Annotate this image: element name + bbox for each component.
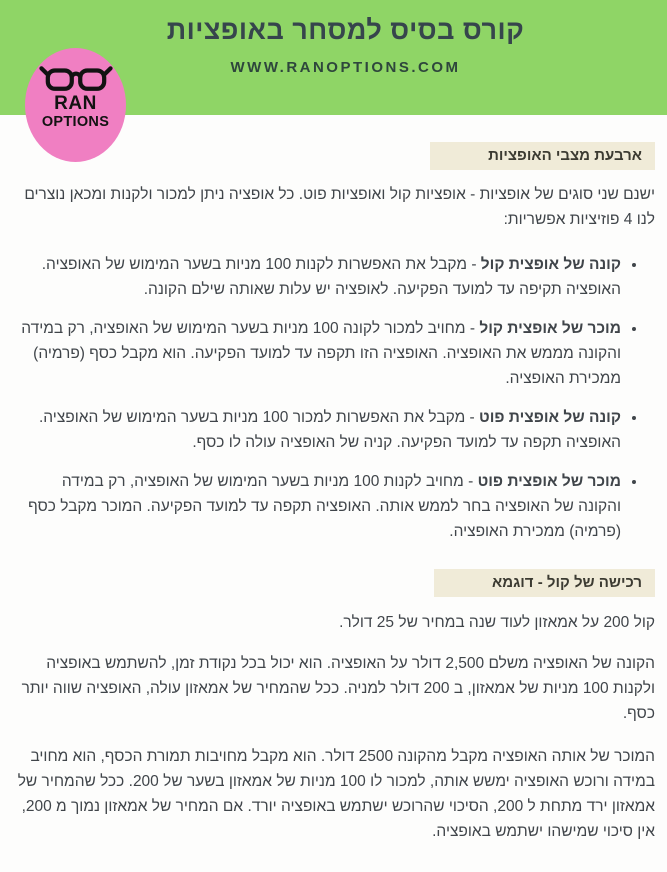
bullet-text: - מחויב לקנות 100 מניות בשער המימוש של האופציה, רק במידה והקונה של האופציה בחר לממש אותה. האופציה תקפה עד למועד הפקיעה. המוכר מקבל כסף (פרמיה) ממכירת האופציה. xyxy=(28,473,621,540)
page-title: קורס בסיס למסחר באופציות xyxy=(166,15,525,45)
logo-text-ran: RAN xyxy=(54,93,97,114)
bullet-item-put-seller xyxy=(16,469,621,544)
bullet-lead: קונה של אופצית פוט xyxy=(479,409,621,426)
logo-badge xyxy=(25,48,126,162)
bullet-lead: מוכר של אופצית קול xyxy=(479,320,621,337)
bullet-text: - מחויב למכור לקונה 100 מניות בשער המימוש של האופציה, רק במידה והקונה מממש את האופציה. האופציה הזו תקפה עד למועד הפקיעה. הוא מקבל כסף (פרמיה) ממכירת האופציה. xyxy=(21,320,621,387)
content-area xyxy=(0,142,667,844)
intro-paragraph: ישנם שני סוגים של אופציות - אופציות קול ואופציות פוט. כל אופציה ניתן למכור ולקנות ומכאן נוצרים לנו 4 פוזיציות אפשריות: xyxy=(24,186,655,228)
bullet-lead: מוכר של אופצית פוט xyxy=(477,473,621,490)
bullet-item-call-buyer xyxy=(16,252,621,302)
paragraph-example-intro: קול 200 על אמאזון לעוד שנה במחיר של 25 דולר. xyxy=(339,614,655,631)
logo-text-options: OPTIONS xyxy=(41,113,110,130)
bullet-item-call-seller xyxy=(16,316,621,391)
bullet-lead: קונה של אופצית קול xyxy=(480,256,621,273)
website-url: WWW.RANOPTIONS.COM xyxy=(230,59,461,76)
section-heading-row xyxy=(16,569,655,597)
bullet-item-put-buyer xyxy=(16,405,621,455)
bullet-list xyxy=(16,252,655,544)
glasses-icon xyxy=(39,62,113,93)
paragraph-seller-example: המוכר של אותה האופציה מקבל מהקונה 2500 דולר. הוא מקבל מחויבות תמורת הכסף, הוא מחויב במידה ורוכש האופציה ימשש אותה, למכור לו 100 מניות של אמאזון בשער של 200. ככל שהמחיר של אמאזון ירד מתחת ל 200, הסיכוי שהרוכש ישתמש באופציה יורד. אם המחיר של אמאזון נמוך מ 200, אין סיכוי שמישהו ישתמש באופציה. xyxy=(17,748,655,840)
bullet-text: - מקבל את האפשרות למכור 100 מניות בשער המימוש של האופציה. האופציה תקפה עד למועד הפקיעה. קניה של האופציה עולה לו כסף. xyxy=(38,409,621,451)
section-heading-options-states: ארבעת מצבי האופציות xyxy=(430,142,655,170)
section-heading-row xyxy=(16,142,655,170)
section-heading-call-example: רכישה של קול - דוגמא xyxy=(434,569,655,597)
bullet-text: - מקבל את האפשרות לקנות 100 מניות בשער המימוש של האופציה. האופציה תקיפה עד למועד הפקיעה. לאופציה יש עלות שאותה שילם הקונה. xyxy=(41,256,621,298)
paragraph-buyer-example: הקונה של האופציה משלם 2,500 דולר על האופציה. הוא יכול בכל נקודת זמן, להשתמש באופציה ולקנות 100 מניות של אמאזון, ב 200 דולר למניה. ככל שהמחיר של אמאזון עולה, האופציה שווה יותר כסף. xyxy=(21,655,655,722)
